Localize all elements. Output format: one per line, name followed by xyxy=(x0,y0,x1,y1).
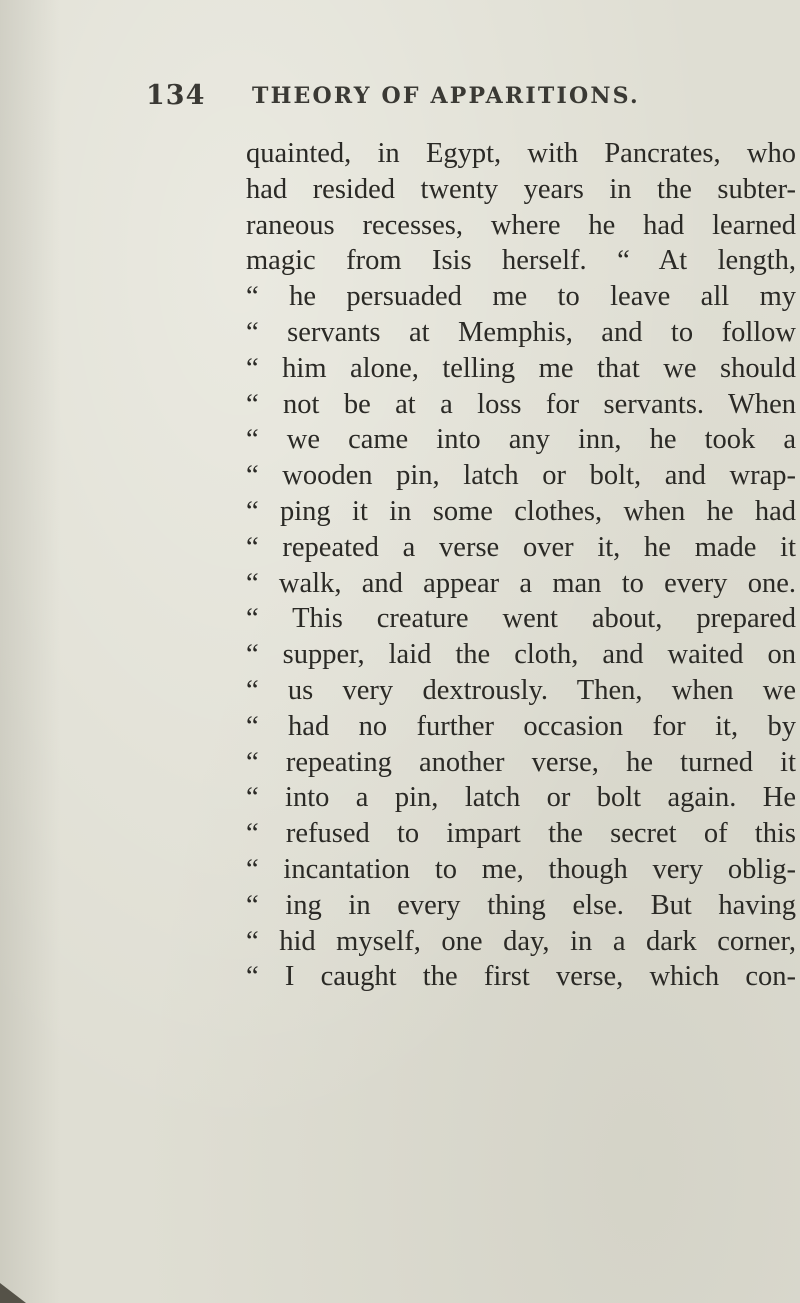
page-header xyxy=(146,80,766,124)
text-line: had resided twenty years in the subter- xyxy=(246,173,796,205)
text-line: “ repeated a verse over it, he made it xyxy=(246,531,796,563)
text-line: “ incantation to me, though very oblig- xyxy=(246,853,796,885)
text-line: “ not be at a loss for servants. When xyxy=(246,388,796,420)
text-line: “ had no further occasion for it, by xyxy=(246,710,796,742)
text-line: “ walk, and appear a man to every one. xyxy=(246,567,796,599)
text-line: “ servants at Memphis, and to follow xyxy=(246,316,796,348)
running-title: THEORY OF APPARITIONS. xyxy=(252,83,640,109)
page-number: 134 xyxy=(146,80,206,111)
text-line: “ This creature went about, prepared xyxy=(246,603,796,635)
text-line: “ him alone, telling me that we should xyxy=(246,352,796,384)
text-line: “ us very dextrously. Then, when we xyxy=(246,674,796,706)
body-text xyxy=(246,136,796,995)
text-line: “ hid myself, one day, in a dark corner, xyxy=(246,925,796,957)
text-line: “ ping it in some clothes, when he had xyxy=(246,495,796,527)
text-line: “ I caught the first verse, which con- xyxy=(246,961,796,993)
text-line: quainted, in Egypt, with Pancrates, who xyxy=(246,138,796,169)
text-line: “ supper, laid the cloth, and waited on xyxy=(246,639,796,671)
text-line: “ wooden pin, latch or bolt, and wrap- xyxy=(246,460,796,492)
text-line: “ he persuaded me to leave all my xyxy=(246,281,796,313)
text-line: magic from Isis herself. “ At length, xyxy=(246,245,796,277)
text-line: “ ing in every thing else. But having xyxy=(246,889,796,921)
text-line: “ into a pin, latch or bolt again. He xyxy=(246,782,796,814)
text-line: “ we came into any inn, he took a xyxy=(246,424,796,456)
page-edge-shadow xyxy=(0,0,60,1303)
text-line: raneous recesses, where he had learned xyxy=(246,209,796,241)
text-line: “ refused to impart the secret of this xyxy=(246,818,796,850)
text-line: “ repeating another verse, he turned it xyxy=(246,746,796,778)
